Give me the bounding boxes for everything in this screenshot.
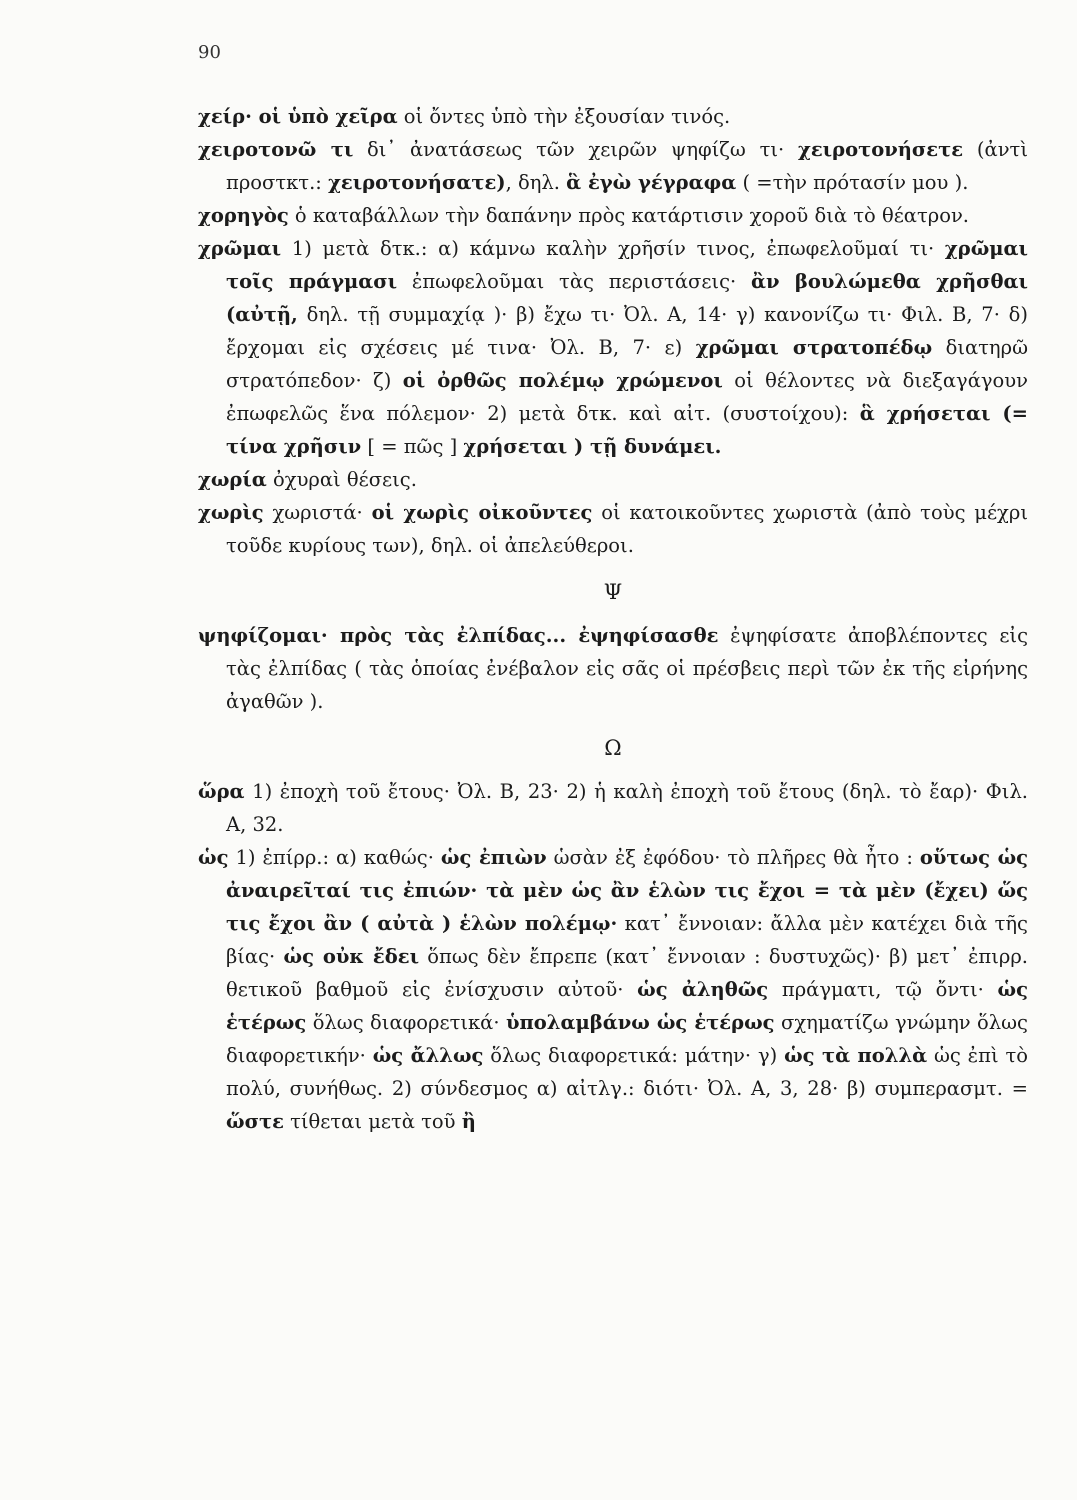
entry-text: ὅλως διαφορετικά: μάτην· γ) <box>483 1044 785 1067</box>
entry-headword: ὡς οὐκ ἔδει <box>283 945 420 968</box>
entry-headword: χρῶμαι στρατοπέδῳ <box>695 336 933 359</box>
entry-headword: ἃ χρήσεται (= τίνα χρῆσιν <box>226 402 1028 458</box>
entry-headword: ὑπολαμβάνω ὡς ἑτέρως <box>506 1011 775 1034</box>
entry-headword: ἢ <box>461 1110 476 1133</box>
entry-text: (ἀντὶ προστκτ.: <box>226 138 1028 194</box>
entry-text: 1) μετὰ δτκ.: α) κάμνω καλὴν χρῆσίν τινος, ἐπωφελοῦμαί τι· <box>281 237 945 260</box>
entry-headword: χειροτονήσατε) <box>328 171 506 194</box>
entry-text: ὁ καταβάλλων τὴν δαπάνην πρὸς κατάρτισιν χοροῦ διὰ τὸ θέατρον. <box>288 204 970 227</box>
entry-headword: ὥρα <box>198 780 245 803</box>
entry-headword: ὡς ἑτέρως <box>226 978 1028 1034</box>
entry-headword: ἂν βουλώμεθα χρῆσθαι (αὐτῇ, <box>226 270 1028 326</box>
entry-headword: ὡς ἀληθῶς <box>637 978 769 1001</box>
entry-text: 1) ἐποχὴ τοῦ ἔτους· Ὀλ. Β, 23· 2) ἡ καλὴ ἐποχὴ τοῦ ἔτους (δηλ. τὸ ἔαρ)· Φιλ. Α, 32. <box>226 780 1028 836</box>
entry-text: σχηματίζω γνώμην ὅλως διαφορετικήν· <box>226 1011 1028 1067</box>
entry-headword: χείρ· οἱ ὑπὸ χεῖρα <box>198 105 398 128</box>
entry-headword: χρῶμαι τοῖς πράγμασι <box>226 237 1028 293</box>
page-number: 90 <box>198 42 221 63</box>
entry-headword: χορηγὸς <box>198 204 289 227</box>
dictionary-entry <box>198 775 1028 841</box>
entry-text: ( =τὴν πρότασίν μου ). <box>736 171 969 194</box>
entry-headword: ὡς τὰ πολλὰ <box>784 1044 928 1067</box>
section-letter: Ω <box>604 736 622 760</box>
entry-headword: ὡς ἄλλως <box>372 1044 484 1067</box>
entry-text: διατηρῶ στρατόπεδον· ζ) <box>226 336 1028 392</box>
entry-headword: ψηφίζομαι· πρὸς τὰς ἐλπίδας... ἐψηφίσασθε <box>198 624 719 647</box>
entry-headword: χωρία <box>198 468 267 491</box>
entry-text: , δηλ. <box>505 171 567 194</box>
entry-text: ὀχυραὶ θέσεις. <box>266 468 417 491</box>
entry-headword: ὡς ἐπιὼν <box>440 846 547 869</box>
entry-text: χωριστά· <box>263 501 372 524</box>
entry-headword: οἱ ὀρθῶς πολέμῳ χρώμενοι <box>402 369 723 392</box>
entry-text: ἐπωφελοῦμαι τὰς περιστάσεις· <box>397 270 751 293</box>
entry-headword: ἃ ἐγὼ γέγραφα <box>566 171 737 194</box>
dictionary-entry <box>198 841 1028 1138</box>
entry-text: δι᾽ ἀνατάσεως τῶν χειρῶν ψηφίζω τι· <box>353 138 798 161</box>
section-letter: Ψ <box>603 580 623 604</box>
entry-text: δηλ. τῇ συμμαχίᾳ )· β) ἔχω τι· Ὀλ. Α, 14· γ) κανονίζω τι· Φιλ. Β, 7· δ) ἔρχομαι εἰς σχέσεις μέ τινα· Ὀλ. Β, 7· ε) <box>226 303 1028 359</box>
dictionary-entry <box>198 496 1028 562</box>
entry-text: [ = πῶς ] <box>361 435 464 458</box>
entry-headword: χωρὶς <box>198 501 264 524</box>
entry-text: οἱ ὄντες ὑπὸ τὴν ἐξουσίαν τινός. <box>397 105 731 128</box>
entry-text: ὡσὰν ἐξ ἐφόδου· τὸ πλῆρες θὰ ἦτο : <box>546 846 920 869</box>
entry-headword: χρῶμαι <box>198 237 282 260</box>
entry-text: ὅλως διαφορετικά· <box>306 1011 506 1034</box>
dictionary-entry <box>198 619 1028 718</box>
dictionary-body <box>198 100 1028 1138</box>
entry-headword: χειροτονήσετε <box>798 138 964 161</box>
entry-text: ὅπως δὲν ἔπρεπε (κατ᾽ ἔννοιαν : δυστυχῶς)· β) μετ᾽ ἐπιρρ. θετικοῦ βαθμοῦ εἰς ἐνίσχυσιν αὐτοῦ· <box>226 945 1029 1001</box>
entry-text: ὡς ἐπὶ τὸ πολύ, συνήθως. 2) σύνδεσμος α) αἰτλγ.: διότι· Ὀλ. Α, 3, 28· β) συμπερασμτ. = <box>226 1044 1028 1100</box>
entry-text: οἱ θέλοντες νὰ διεξαγάγουν ἐπωφελῶς ἕνα πόλεμον· 2) μετὰ δτκ. καὶ αἰτ. (συστοίχου): <box>226 369 1028 425</box>
entry-headword: χρήσεται ) τῇ δυνάμει. <box>463 435 722 458</box>
entry-headword: χειροτονῶ τι <box>198 138 354 161</box>
dictionary-entry <box>198 133 1028 199</box>
entry-headword: οὕτως ὡς ἀναιρεῖταί τις ἐπιών· τὰ μὲν ὡς ἂν ἑλὼν τις ἔχοι = τὰ μὲν (ἔχει) ὥς τις ἔχοι ἂν ( αὐτὰ ) ἑλὼν πολέμῳ· <box>226 846 1029 935</box>
entry-headword: ὥστε <box>226 1110 284 1133</box>
dictionary-entry <box>198 232 1028 463</box>
dictionary-entry <box>198 463 1028 496</box>
dictionary-entry <box>198 100 1028 133</box>
entry-headword: ὡς <box>198 846 229 869</box>
entry-headword: οἱ χωρὶς οἰκοῦντες <box>371 501 593 524</box>
dictionary-entry <box>198 199 1028 232</box>
entry-text: τίθεται μετὰ τοῦ <box>283 1110 462 1133</box>
entry-text: πράγματι, τῷ ὄντι· <box>768 978 998 1001</box>
entry-text: 1) ἐπίρρ.: α) καθώς· <box>228 846 441 869</box>
entry-text: κατ᾽ ἔννοιαν: ἄλλα μὲν κατέχει διὰ τῆς βίας· <box>226 912 1028 968</box>
entry-text: ἐψηφίσατε ἀποβλέποντες εἰς τὰς ἐλπίδας ( τὰς ὁποίας ἐνέβαλον εἰς σᾶς οἱ πρέσβεις περὶ τῶν ἐκ τῆς εἰρήνης ἀγαθῶν ). <box>226 624 1028 713</box>
entry-text: οἱ κατοικοῦντες χωριστὰ (ἀπὸ τοὺς μέχρι τοῦδε κυρίους των), δηλ. οἱ ἀπελεύθεροι. <box>226 501 1028 557</box>
